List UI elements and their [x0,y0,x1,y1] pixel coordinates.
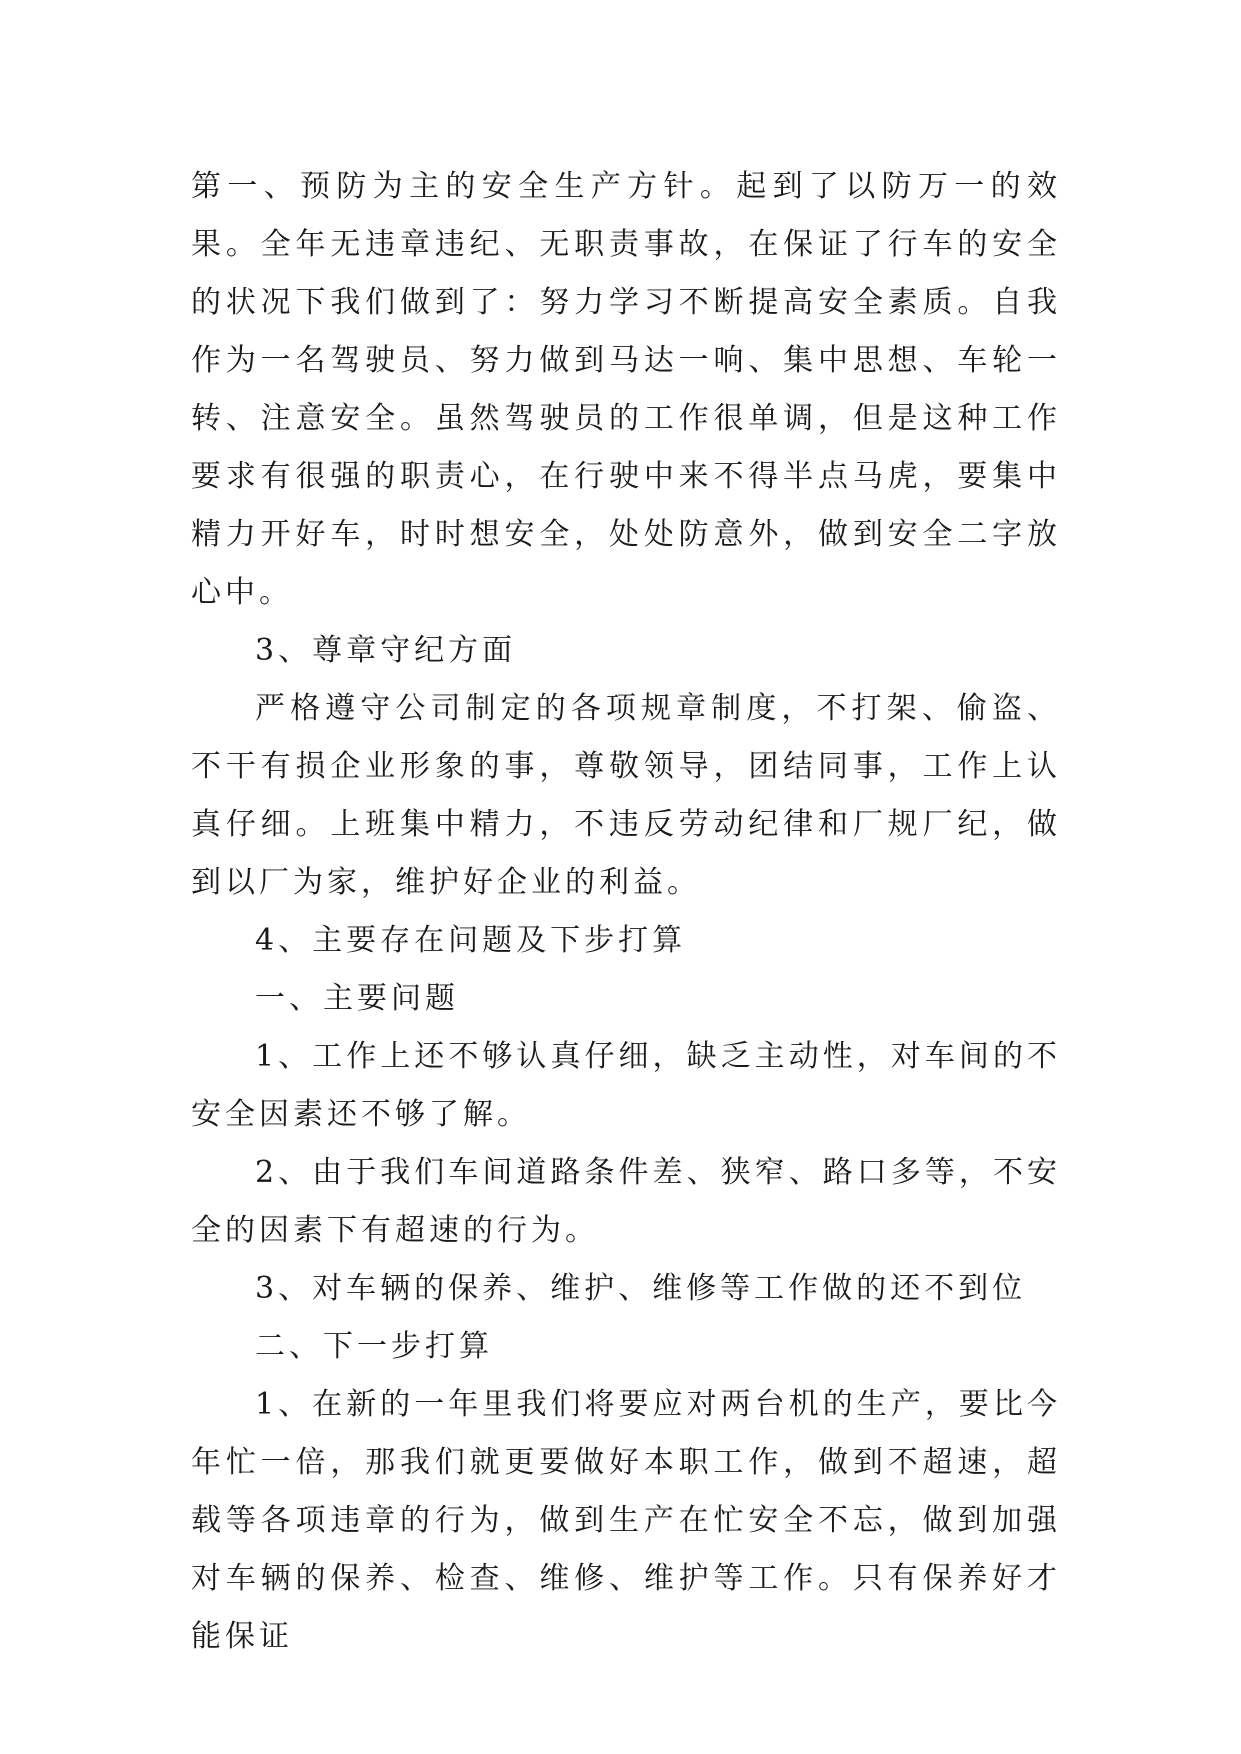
paragraph-problem-3: 3、对车辆的保养、维护、维修等工作做的还不到位 [255,1271,1027,1306]
heading-main-problems: 一、主要问题 [255,981,459,1016]
paragraph-plan-1: 1、在新的一年里我们将要应对两台机的生产，要比今年忙一倍，那我们就更要做好本职工作，做到不超速，超载等各项违章的行为，做到生产在忙安全不忘，做到加强对车辆的保养、检查、维修、维护等工作。只有保养好才能保证 [191,1387,1061,1654]
paragraph-safety-policy: 第一、预防为主的安全生产方针。起到了以防万一的效果。全年无违章违纪、无职责事故，在保证了行车的安全的状况下我们做到了：努力学习不断提高安全素质。自我作为一名驾驶员、努力做到马达一响、集中思想、车轮一转、注意安全。虽然驾驶员的工作很单调，但是这种工作要求有很强的职责心，在行驶中来不得半点马虎，要集中精力开好车，时时想安全，处处防意外，做到安全二字放心中。 [191,169,1061,610]
heading-discipline: 3、尊章守纪方面 [255,633,517,668]
document-body [191,158,1061,1666]
heading-problems-and-plans: 4、主要存在问题及下步打算 [255,923,687,958]
paragraph-discipline: 严格遵守公司制定的各项规章制度，不打架、偷盗、不干有损企业形象的事，尊敬领导，团结同事，工作上认真仔细。上班集中精力，不违反劳动纪律和厂规厂纪，做到以厂为家，维护好企业的利益。 [191,691,1061,900]
paragraph-problem-2: 2、由于我们车间道路条件差、狭窄、路口多等，不安全的因素下有超速的行为。 [191,1155,1061,1248]
paragraph-problem-1: 1、工作上还不够认真仔细，缺乏主动性，对车间的不安全因素还不够了解。 [191,1039,1061,1132]
heading-next-plans: 二、下一步打算 [255,1329,493,1364]
